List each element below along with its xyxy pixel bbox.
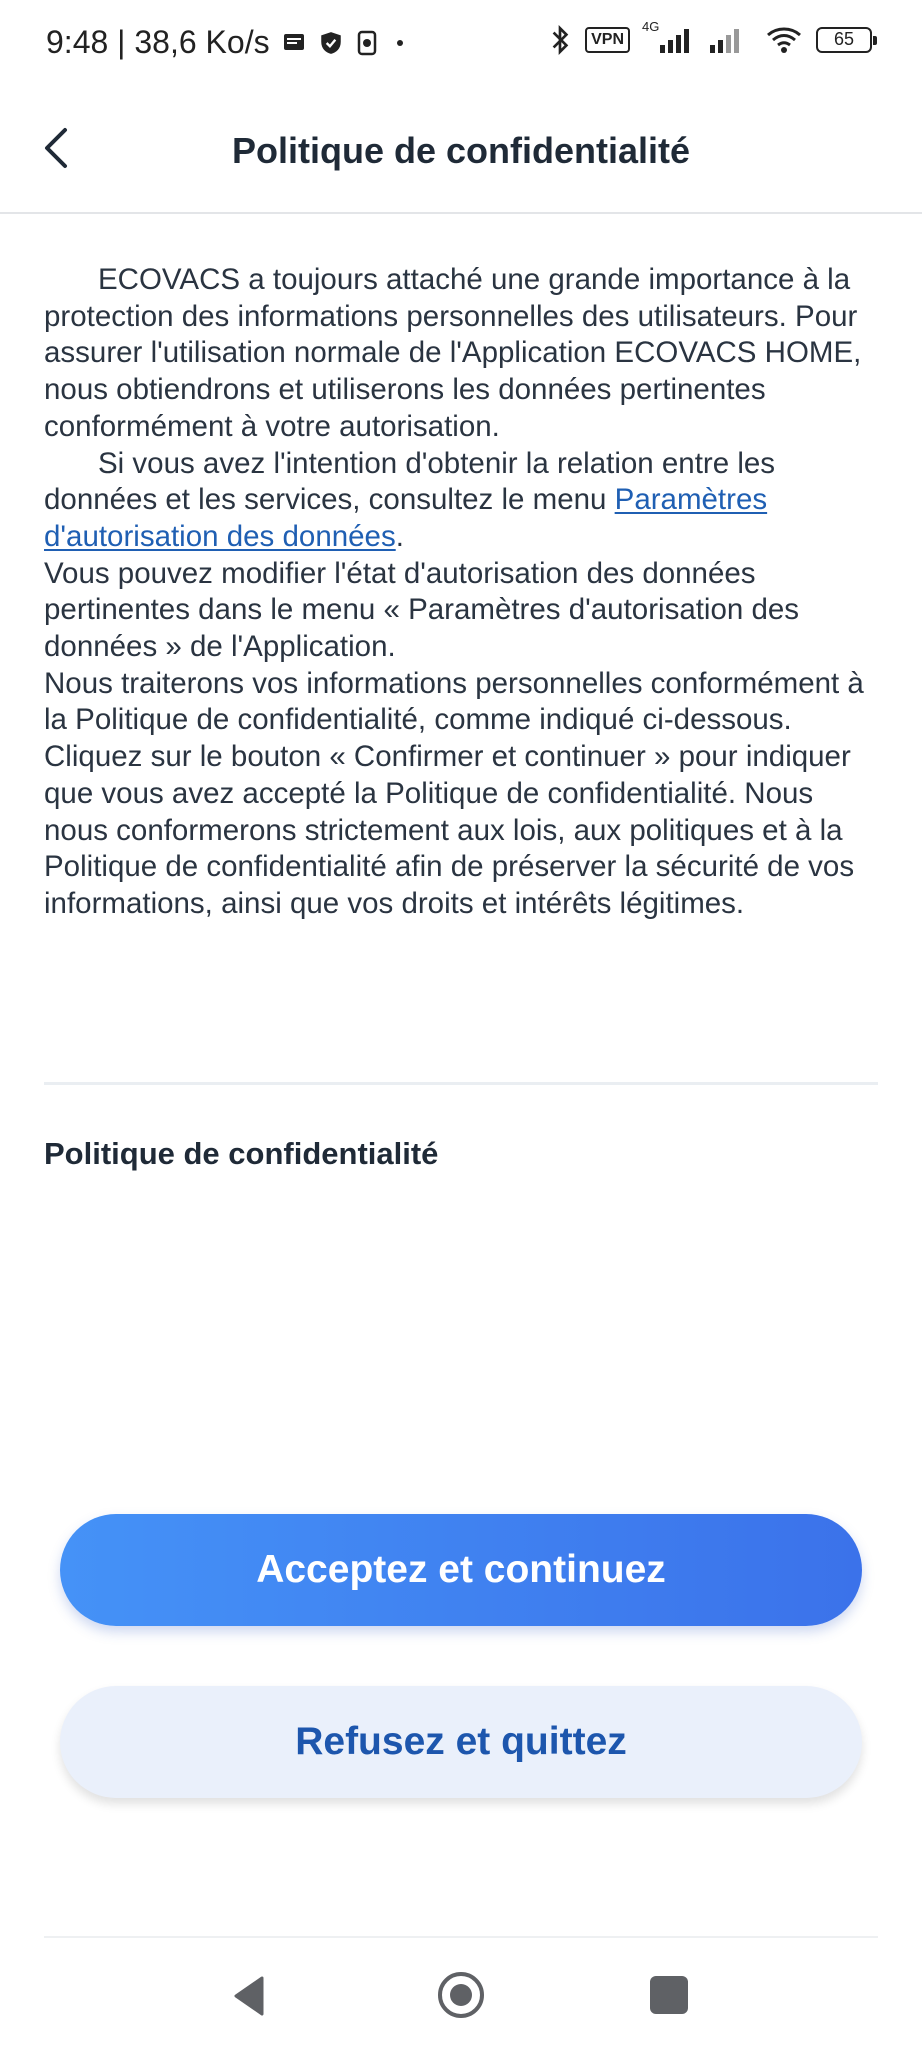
system-nav-bar	[0, 1940, 922, 2048]
privacy-intro	[44, 262, 878, 923]
app-header	[0, 92, 922, 214]
settings-paragraph	[44, 446, 878, 556]
status-right	[547, 19, 872, 56]
page-title: Politique de confidentialité	[231, 130, 691, 171]
section-title: Politique de confidentialité	[44, 1136, 439, 1171]
status-bar	[0, 0, 922, 92]
nav-divider	[44, 1936, 878, 1938]
message-icon	[282, 31, 306, 55]
settings-paragraph-suffix: .	[395, 519, 404, 553]
battery-icon: 65	[816, 27, 872, 53]
processing-paragraph: Nous traiterons vos informations personnelles conformément à la Politique de confidentialité, comme indiqué ci-dessous.	[44, 666, 864, 737]
status-time-speed: 9:48 | 38,6 Ko/s	[46, 24, 270, 60]
settings-paragraph-prefix: Si vous avez l'intention d'obtenir la relation entre les données et les services, consultez le menu	[44, 446, 776, 517]
bluetooth-icon	[547, 24, 573, 56]
signal-icon	[708, 25, 752, 55]
section-divider	[44, 1082, 878, 1085]
confirm-paragraph: Cliquez sur le bouton « Confirmer et continuer » pour indiquer que vous avez accepté la Politique de confidentialité. Nous nous conformerons strictement aux lois, aux politiques et à la Politique de confidentialité afin de préserver la sécurité de vos informations, ainsi que vos droits et intérêts légitimes.	[44, 740, 855, 920]
sim-card-icon	[356, 30, 378, 56]
intro-paragraph: ECOVACS a toujours attaché une grande importance à la protection des informations personnelles des utilisateurs. Pour assurer l'utilisation normale de l'Application ECOVACS HOME, nous obtiendrons et utiliserons les données pertinentes conformément à votre autorisation.	[44, 263, 862, 443]
network-label: 4G	[642, 19, 660, 34]
signal-4g-icon	[642, 19, 696, 55]
square-recents-icon[interactable]	[650, 1976, 688, 2014]
accept-continue-button[interactable]: Acceptez et continuez	[60, 1514, 862, 1626]
shield-icon	[318, 30, 344, 56]
data-authorization-settings-link[interactable]: Paramètres d'autorisation des données	[44, 483, 768, 553]
vpn-badge: VPN	[585, 27, 630, 53]
dot-icon	[390, 33, 410, 53]
triangle-back-icon[interactable]	[228, 1974, 272, 2018]
circle-home-icon[interactable]	[436, 1970, 486, 2020]
refuse-quit-button[interactable]: Refusez et quittez	[60, 1686, 862, 1798]
wifi-icon	[764, 25, 804, 55]
status-left	[46, 24, 410, 61]
modify-paragraph: Vous pouvez modifier l'état d'autorisation des données pertinentes dans le menu « Paramètres d'autorisation des données » de l'Application.	[44, 556, 800, 664]
